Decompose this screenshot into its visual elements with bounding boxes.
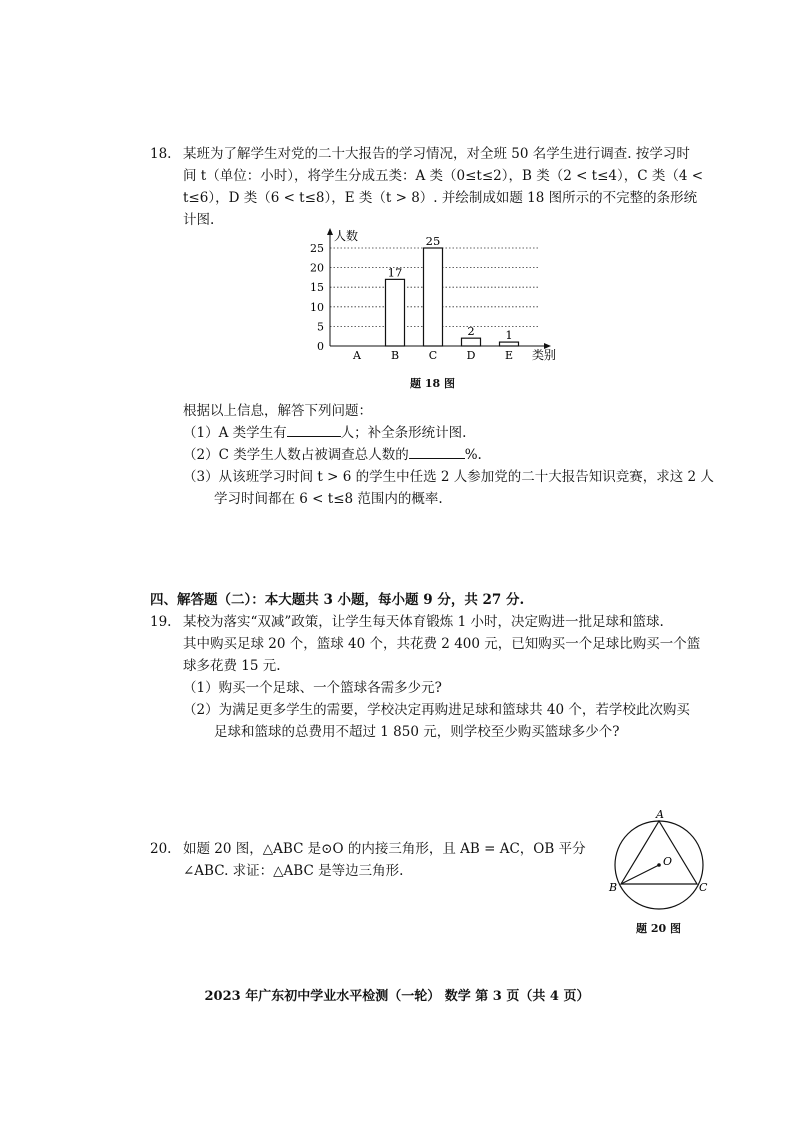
q18-sub2-answer-blank[interactable] — [409, 444, 465, 459]
q20-circle-triangle-figure — [606, 806, 716, 916]
x-tick-label-D: D — [466, 349, 476, 362]
q18-intro: 根据以上信息，解答下列问题： — [183, 403, 372, 419]
q18-sub2-text-b: %. — [464, 447, 482, 463]
q19-sub2-line-2: 足球和篮球的总费用不超过 1 850 元，则学校至少购买篮球多少个? — [214, 724, 620, 740]
q18-sub1-text-b: 人；补全条形统计图. — [340, 425, 467, 441]
q18-sub1 — [183, 422, 466, 445]
page-footer: 2023 年广东初中学业水平检测（一轮） 数学 第 3 页（共 4 页） — [204, 989, 590, 1004]
x-tick-label-C: C — [428, 349, 438, 362]
q18-figure-caption: 题 18 图 — [410, 377, 455, 390]
q18-line-3: t≤6），D 类（6 < t≤8），E 类（t > 8）. 并绘制成如题 18 图所示的不完整的条形统 — [183, 190, 698, 206]
q18-line-2: 间 t（单位：小时），将学生分成五类：A 类（0≤t≤2），B 类（2 < t≤4），C 类（4 < — [183, 168, 704, 184]
q20-number: 20. — [150, 841, 172, 857]
bar-E — [500, 342, 519, 346]
y-tick-label-15: 15 — [310, 281, 324, 295]
bar-B — [386, 279, 405, 346]
data-label-D: 2 — [467, 324, 475, 339]
q19-line-1: 某校为落实“双减”政策，让学生每天体育锻炼 1 小时，决定购进一批足球和篮球. — [183, 614, 664, 630]
label-o: O — [663, 855, 673, 868]
center-dot-o — [657, 863, 661, 867]
q19-line-2: 其中购买足球 20 个，篮球 40 个，共花费 2 400 元，已知购买一个足球比购买一个篮 — [183, 636, 701, 652]
y-axis-arrow — [327, 228, 333, 235]
q19-number: 19. — [150, 614, 172, 630]
q19-sub1-number: （1） — [183, 680, 219, 696]
q19-sub2-text-1: 为满足更多学生的需要，学校决定再购进足球和篮球共 40 个，若学校此次购买 — [218, 702, 690, 718]
bar-C — [424, 248, 443, 346]
q18-sub3-number: （3） — [183, 469, 219, 485]
y-tick-label-25: 25 — [310, 242, 324, 255]
q18-line-4: 计图. — [183, 212, 215, 228]
q20-line-1: 如题 20 图，△ABC 是⊙O 的内接三角形，且 AB = AC，OB 平分 — [183, 841, 586, 857]
data-label-E: 1 — [505, 328, 513, 343]
q19-line-3: 球多花费 15 元. — [183, 658, 281, 674]
q18-number: 18. — [150, 146, 172, 162]
q18-sub1-number: （1） — [183, 425, 219, 441]
q18-sub2-text-a: C 类学生人数占被调查总人数的 — [218, 447, 409, 463]
q19-sub2-number: （2） — [183, 702, 219, 718]
q18-sub3-text-1: 从该班学习时间 t > 6 的学生中任选 2 人参加党的二十大报告知识竞赛，求这 2 人 — [218, 469, 714, 485]
label-c: C — [699, 881, 708, 894]
y-tick-label-0: 0 — [317, 340, 324, 353]
label-b: B — [609, 881, 618, 894]
q18-sub2-number: （2） — [183, 447, 219, 463]
label-a: A — [656, 808, 664, 821]
q18-sub3-line-1 — [183, 466, 714, 489]
q19-sub1 — [183, 677, 442, 700]
q18-sub3-line-2: 学习时间都在 6 < t≤8 范围内的概率. — [214, 491, 443, 507]
q18-bar-chart — [300, 226, 560, 366]
y-tick-label-5: 5 — [317, 320, 324, 334]
data-label-C: 25 — [425, 234, 441, 248]
y-tick-label-10: 10 — [310, 300, 324, 314]
x-tick-label-A: A — [353, 349, 361, 362]
y-axis-title: 人数 — [334, 229, 359, 243]
x-tick-label-E: E — [504, 349, 514, 362]
bar-D — [462, 338, 481, 346]
q20-line-2: ∠ABC. 求证：△ABC 是等边三角形. — [183, 863, 404, 879]
chart-bars — [386, 248, 519, 346]
q19-sub2-line-1 — [183, 699, 690, 722]
x-axis-title: 类别 — [532, 348, 557, 362]
q19-sub1-text: 购买一个足球、一个篮球各需多少元? — [218, 680, 442, 696]
q18-sub2 — [183, 444, 482, 467]
q18-line-1: 某班为了解学生对党的二十大报告的学习情况，对全班 50 名学生进行调查. 按学习时 — [183, 146, 690, 162]
q18-sub1-answer-blank[interactable] — [287, 422, 341, 437]
data-label-B: 17 — [387, 265, 403, 280]
q18-sub1-text-a: A 类学生有 — [218, 425, 287, 441]
q20-figure-caption: 题 20 图 — [636, 922, 681, 935]
y-tick-label-20: 20 — [310, 261, 324, 275]
x-tick-label-B: B — [390, 349, 400, 362]
section-4-heading: 四、解答题（二）：本大题共 3 小题，每小题 9 分，共 27 分. — [150, 592, 525, 608]
